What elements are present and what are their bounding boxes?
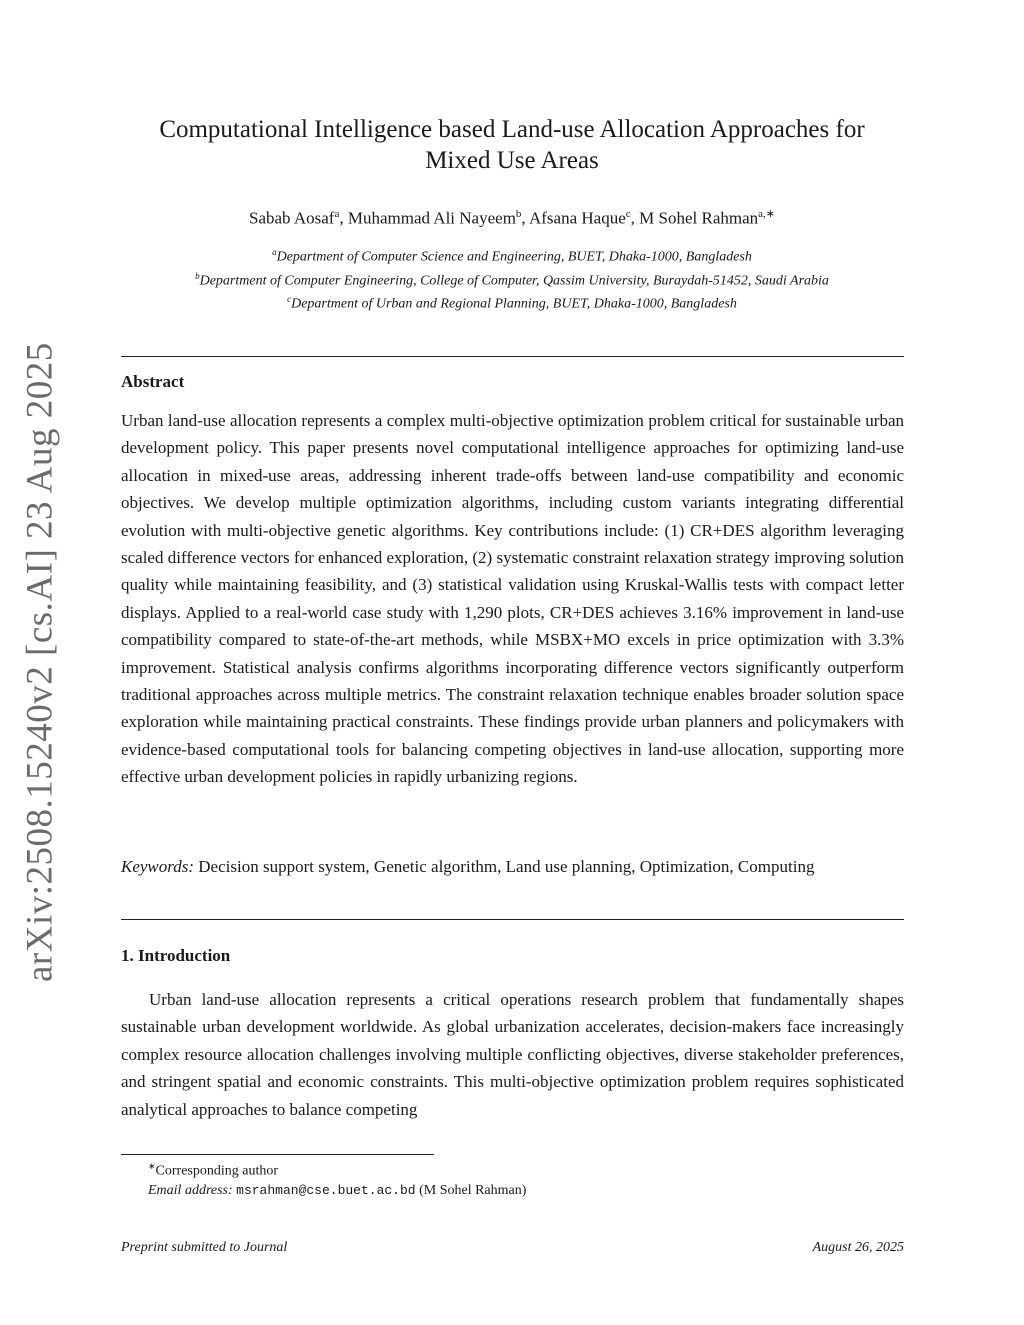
- page-footer: [121, 1240, 904, 1256]
- abstract-heading: Abstract: [121, 372, 185, 391]
- footnote-rule: [121, 1154, 434, 1155]
- footer-date: August 26, 2025: [812, 1240, 904, 1255]
- abstract-body: Urban land-use allocation represents a complex multi-objective optimization problem critical for sustainable urban development policy. This paper presents novel computational intelligence approaches for optimizing land-use allocation in mixed-use areas, addressing inherent trade-offs between land-use compatibility and economic objectives. We develop multiple optimization algorithms, including custom variants integrating differential evolution with multi-objective genetic algorithms. Key contributions include: (1) CR+DES algorithm leveraging scaled difference vectors for enhanced exploration, (2) systematic constraint relaxation strategy improving solution quality while maintaining feasibility, and (3) statistical validation using Kruskal-Wallis tests with compact letter displays. Applied to a real-world case study with 1,290 plots, CR+DES achieves 3.16% improvement in land-use compatibility compared to state-of-the-art methods, while MSBX+MO excels in price optimization with 3.3% improvement. Statistical analysis confirms algorithms incorporating difference vectors significantly outperform traditional approaches across multiple metrics. The constraint relaxation technique enables broader solution space exploration while maintaining practical constraints. These findings provide urban planners and policymakers with evidence-based computational tools for balancing competing objectives in land-use allocation, supporting more effective urban development policies in rapidly urbanizing regions.: [121, 411, 904, 787]
- author-name: Sabab Aosaf: [248, 208, 335, 228]
- author-name: Muhammad Ali Nayeem: [347, 208, 516, 228]
- abstract-top-rule: [121, 356, 904, 357]
- email-link[interactable]: msrahman@cse.buet.ac.bd: [236, 1182, 416, 1198]
- author-list: Sabab Aosaf$^a$, Muhammad Ali Nayeem$^b$, Afsana Haque$^c$, M Sohel Rahman$^{a,∗}$: [248, 208, 775, 228]
- footnote-corresponding-text: Corresponding author: [155, 1163, 279, 1179]
- affiliation-text: Department of Computer Science and Engineering, BUET, Dhaka-1000, Bangladesh: [276, 249, 752, 265]
- keywords-text: Decision support system, Genetic algorithm, Land use planning, Optimization, Computing: [198, 857, 815, 876]
- footer-preprint-note: Preprint submitted to Journal: [121, 1240, 288, 1255]
- affiliation-item: [120, 290, 904, 314]
- section-heading-introduction: 1. Introduction: [121, 946, 231, 965]
- affiliation-text: Department of Urban and Regional Planning, BUET, Dhaka-1000, Bangladesh: [291, 296, 737, 312]
- affiliation-mark: c: [287, 294, 292, 305]
- author-affiliation-mark: c: [625, 208, 631, 220]
- author-affiliation-mark: a,∗: [758, 208, 775, 220]
- affiliation-item: [120, 267, 904, 291]
- author-name: Afsana Haque: [528, 208, 626, 228]
- author-affiliation-mark: a: [334, 208, 340, 220]
- paper-title: Computational Intelligence based Land-use Allocation Approaches for Mixed Use Areas: [159, 116, 865, 174]
- arxiv-identifier[interactable]: arXiv:2508.15240v2 [cs.AI] 23 Aug 2025: [19, 342, 61, 983]
- keywords-label: Keywords:: [121, 857, 195, 876]
- email-owner: (M Sohel Rahman): [419, 1182, 527, 1198]
- affiliation-list: [120, 243, 904, 314]
- introduction-body: Urban land-use allocation represents a critical operations research problem that fundamentally shapes sustainable urban development worldwide. As global urbanization accelerates, decision-makers face increasingly complex resource allocation challenges involving multiple conflicting objectives, diverse stakeholder preferences, and stringent spatial and economic constraints. This multi-objective optimization problem requires sophisticated analytical approaches to balance competing: [121, 990, 904, 1119]
- footnote-corresponding: [121, 1157, 904, 1181]
- footnote-email: [121, 1181, 904, 1200]
- affiliation-mark: b: [195, 270, 200, 281]
- affiliation-mark: a: [272, 247, 277, 257]
- author-name: M Sohel Rahman: [639, 208, 759, 228]
- footnote-mark: ∗: [148, 1161, 156, 1171]
- keywords: [121, 853, 904, 880]
- affiliation-text: Department of Computer Engineering, College of Computer, Qassim University, Buraydah-51452, Saudi Arabia: [199, 273, 829, 289]
- affiliation-item: [120, 243, 904, 267]
- abstract-bottom-rule: [121, 919, 904, 920]
- author-affiliation-mark: b: [515, 208, 522, 220]
- footnotes: [121, 1157, 904, 1200]
- email-label: Email address:: [148, 1182, 233, 1198]
